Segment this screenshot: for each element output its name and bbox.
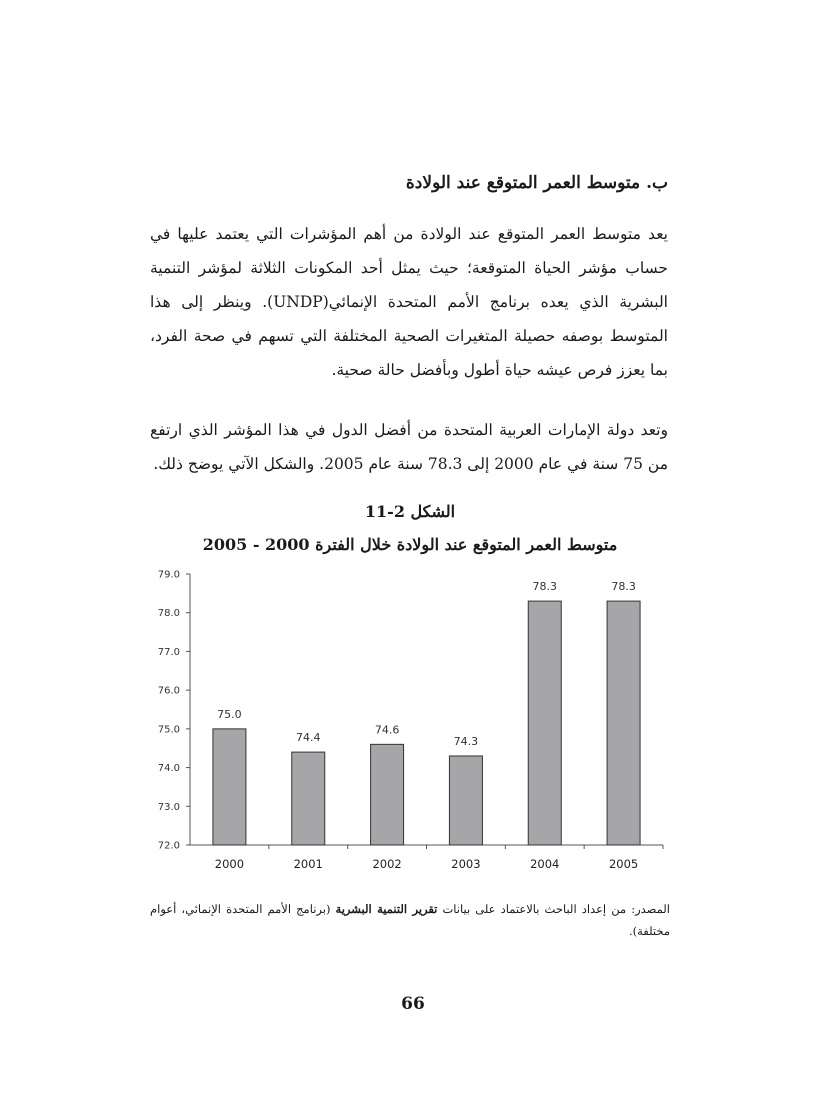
source-prefix: المصدر: من إعداد الباحث بالاعتماد على بيانات: [437, 902, 670, 916]
x-tick-label-2004: 2004: [530, 857, 560, 871]
paragraph-life-expectancy-definition: [150, 217, 668, 387]
x-tick-label-2001: 2001: [293, 857, 323, 871]
data-label-2002: 74.6: [374, 723, 400, 737]
y-tick-label: 72.0: [157, 840, 180, 852]
bar-2000: [213, 729, 246, 845]
figure-number: الشكل 2-11: [364, 502, 456, 521]
data-label-2001: 74.4: [296, 731, 321, 745]
paragraph-uae-ranking: [150, 413, 668, 481]
y-tick-label: 74.0: [157, 763, 180, 775]
bar-2001: [292, 752, 325, 845]
bar-2004: [528, 601, 561, 845]
data-label-2003: 74.3: [453, 734, 479, 748]
y-tick-label: 76.0: [157, 685, 180, 697]
bar-2002: [371, 744, 404, 845]
y-tick-label: 78.0: [157, 608, 180, 620]
y-tick-label: 77.0: [157, 646, 180, 658]
x-tick-label-2005: 2005: [608, 857, 639, 871]
section-heading: ب. متوسط العمر المتوقع عند الولادة: [405, 173, 668, 193]
y-tick-label: 73.0: [157, 801, 180, 813]
data-label-2000: 75.0: [217, 707, 242, 721]
data-label-2005: 78.3: [611, 580, 636, 594]
bar-2005: [607, 601, 640, 845]
x-tick-label-2000: 2000: [214, 857, 245, 871]
x-tick-label-2003: 2003: [451, 857, 481, 871]
source-report-name: تقرير التنمية البشرية: [335, 902, 438, 916]
figure-source-note: [150, 898, 670, 942]
x-tick-label-2002: 2002: [372, 857, 402, 871]
figure-title: متوسط العمر المتوقع عند الولادة خلال الفترة 2000 - 2005: [202, 535, 618, 554]
source-suffix: (برنامج الأمم المتحدة الإنمائي، أعوام مختلفة).: [150, 902, 670, 938]
paragraph-text: وتعد دولة الإمارات العربية المتحدة من أفضل الدول في هذا المؤشر الذي ارتفع من 75 سنة في عام 2000 إلى 78.3 سنة عام 2005. والشكل الآتي يوضح ذلك.: [150, 421, 668, 473]
life-expectancy-bar-chart: [150, 560, 680, 885]
paragraph-text: يعد متوسط العمر المتوقع عند الولادة من أهم المؤشرات التي يعتمد عليها في حساب مؤشر الحياة المتوقعة؛ حيث يمثل أحد المكونات الثلاثة لمؤشر التنمية البشرية الذي يعده برنامج الأمم المتحدة الإنمائي(UNDP). وينظر إلى هذا المتوسط بوصفه حصيلة المتغيرات الصحية المختلفة التي تسهم في صحة الفرد، بما يعزز فرص عيشه حياة أطول وبأفضل حالة صحية.: [150, 225, 668, 379]
y-tick-label: 79.0: [157, 569, 180, 581]
data-label-2004: 78.3: [532, 580, 557, 594]
bar-2003: [449, 756, 482, 845]
page-number: 66: [401, 994, 425, 1014]
y-tick-label: 75.0: [157, 724, 180, 736]
